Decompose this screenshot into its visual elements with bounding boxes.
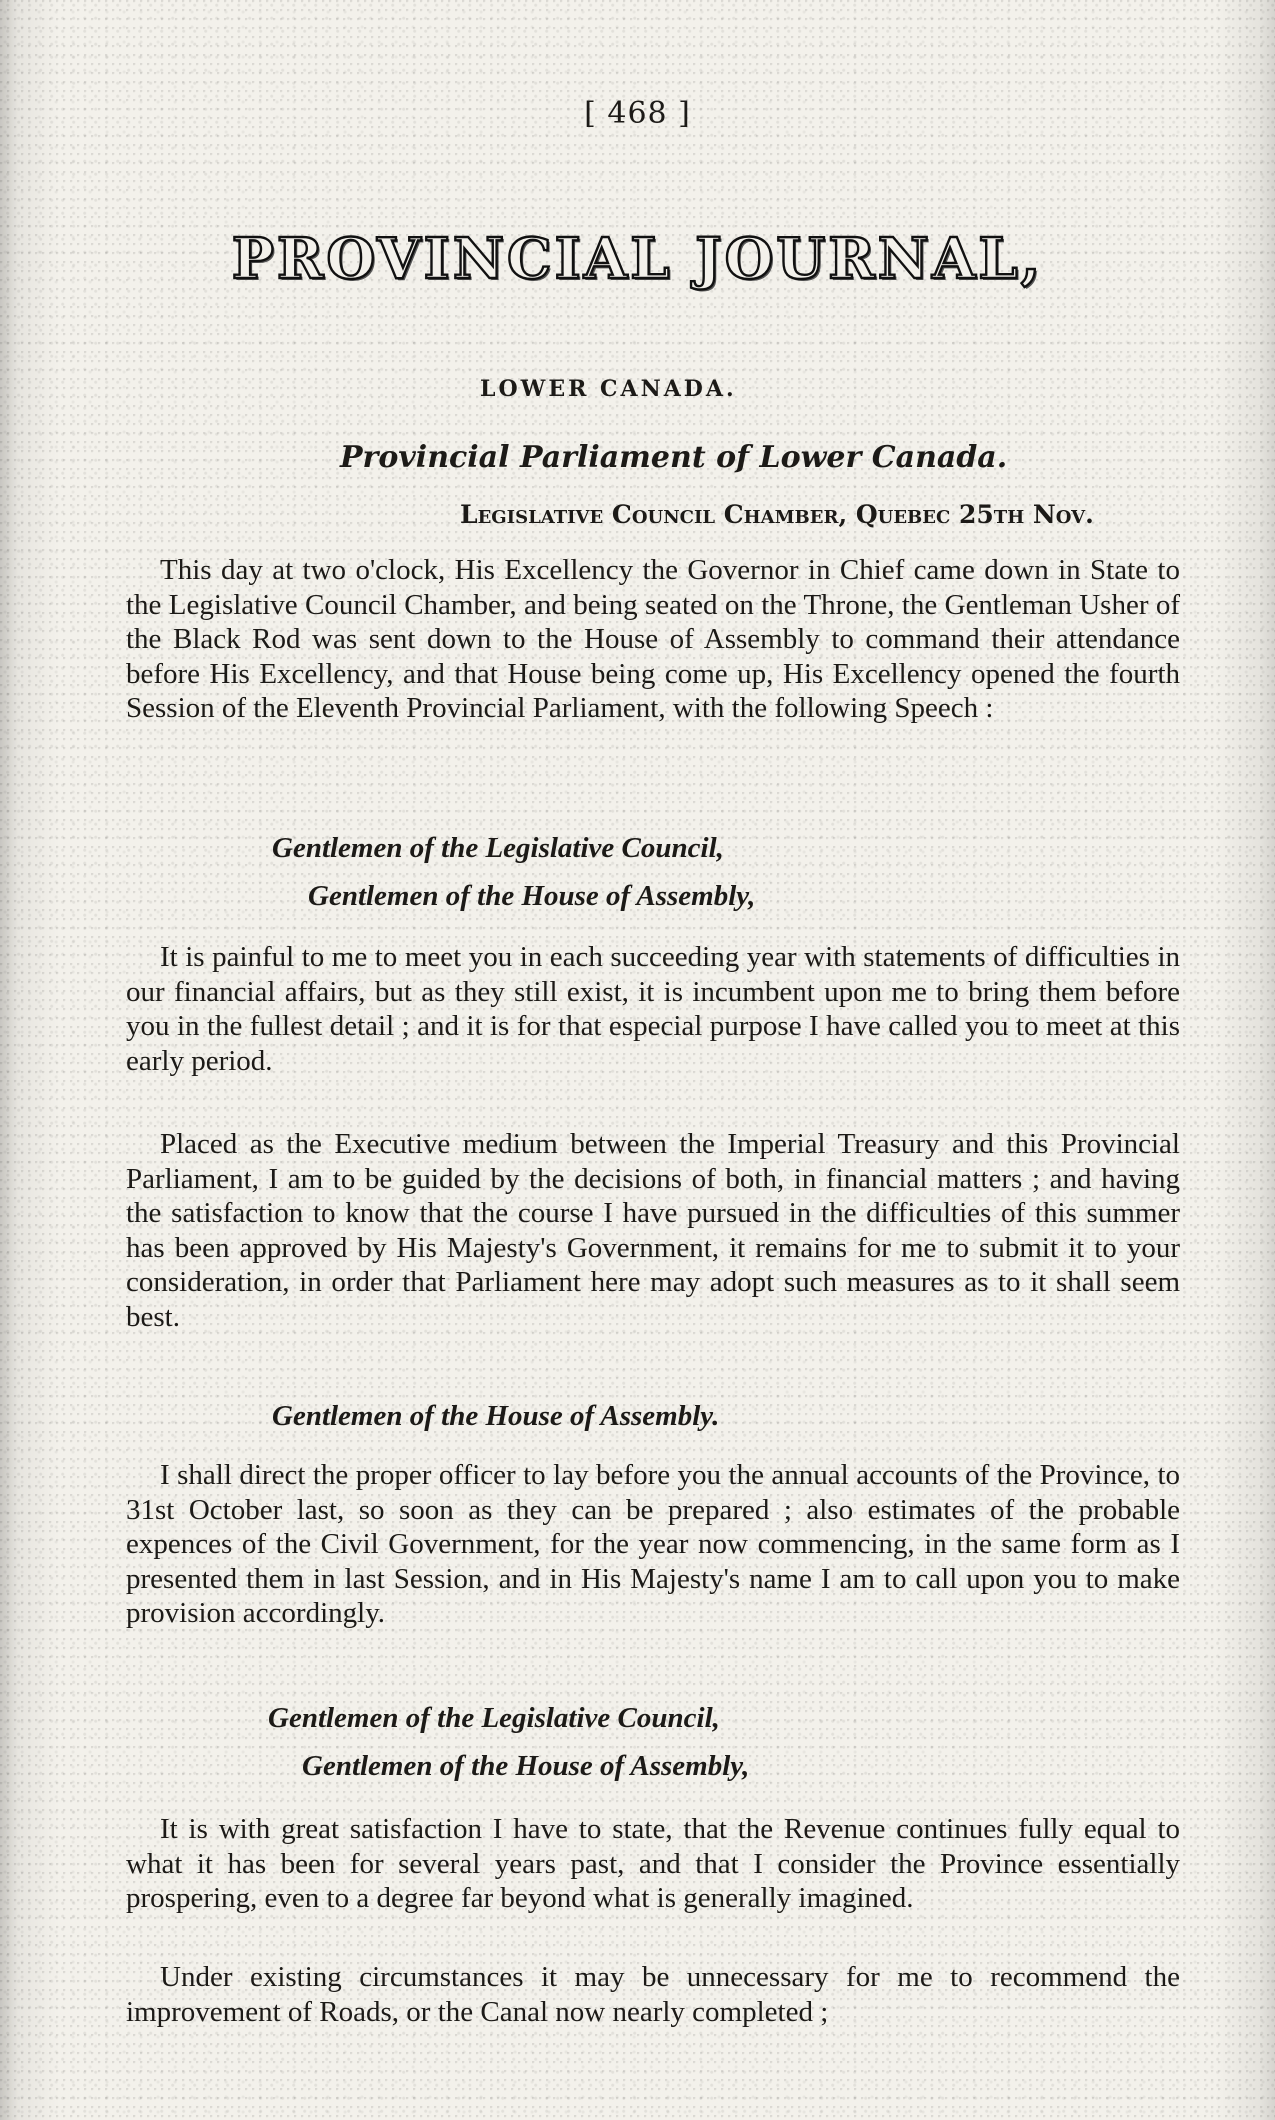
- paragraph-accounts: I shall direct the proper officer to lay before you the annual accounts of the Province, to 31st October last, so soon as they can be prepared ; also estimates of the probable expences of the Civil Government, for the year now commencing, in the same form as I presented them in last Session, and in His Majesty's name I am to call upon you to make provision accordingly.: [126, 1459, 1180, 1630]
- paragraph-roads: Under existing circumstances it may be unnecessary for me to recommend the improvement of Roads, or the Canal now nearly completed ;: [126, 1961, 1180, 2028]
- parliament-heading: Provincial Parliament of Lower Canada.: [340, 440, 1008, 475]
- region-heading: LOWER CANADA.: [480, 376, 737, 402]
- salutation-assembly: Gentlemen of the House of Assembly.: [272, 1400, 720, 1432]
- paragraph-executive: Placed as the Executive medium between the Imperial Treasury and this Provincial Parliament, I am to be guided by the decisions of both, in financial matters ; and having the satisfaction to know that the course I have pursued in the difficulties of this summer has been approved by His Majesty's Government, it remains for me to submit it to your consideration, in order that Parliament here may adopt such measures as to it shall seem best.: [126, 1128, 1180, 1333]
- salutation-assembly: Gentlemen of the House of Assembly,: [308, 880, 756, 912]
- salutation-assembly: Gentlemen of the House of Assembly,: [302, 1750, 750, 1782]
- salutation-council: Gentlemen of the Legislative Council,: [272, 832, 724, 864]
- journal-title: PROVINCIAL JOURNAL,: [231, 226, 1044, 292]
- page-number: [ 468 ]: [584, 96, 691, 131]
- chamber-dateline: Legislative Council Chamber, Quebec 25th Nov.: [460, 500, 1094, 529]
- salutation-council: Gentlemen of the Legislative Council,: [268, 1702, 720, 1734]
- paragraph-financial: It is painful to me to meet you in each succeeding year with statements of difficulties in our financial affairs, but as they still exist, it is incumbent upon me to bring them before you in the fullest detail ; and it is for that especial purpose I have called you to meet at this early period.: [126, 941, 1180, 1077]
- paragraph-opening: This day at two o'clock, His Excellency the Governor in Chief came down in State to the Legislative Council Chamber, and being seated on the Throne, the Gentleman Usher of the Black Rod was sent down to the House of Assembly to command their attendance before His Excellency, and that House being come up, His Excellency opened the fourth Session of the Eleventh Provincial Parliament, with the following Speech :: [126, 554, 1180, 725]
- paragraph-revenue: It is with great satisfaction I have to state, that the Revenue continues fully equal to what it has been for several years past, and that I consider the Province essentially prospering, even to a degree far beyond what is generally imagined.: [126, 1813, 1180, 1915]
